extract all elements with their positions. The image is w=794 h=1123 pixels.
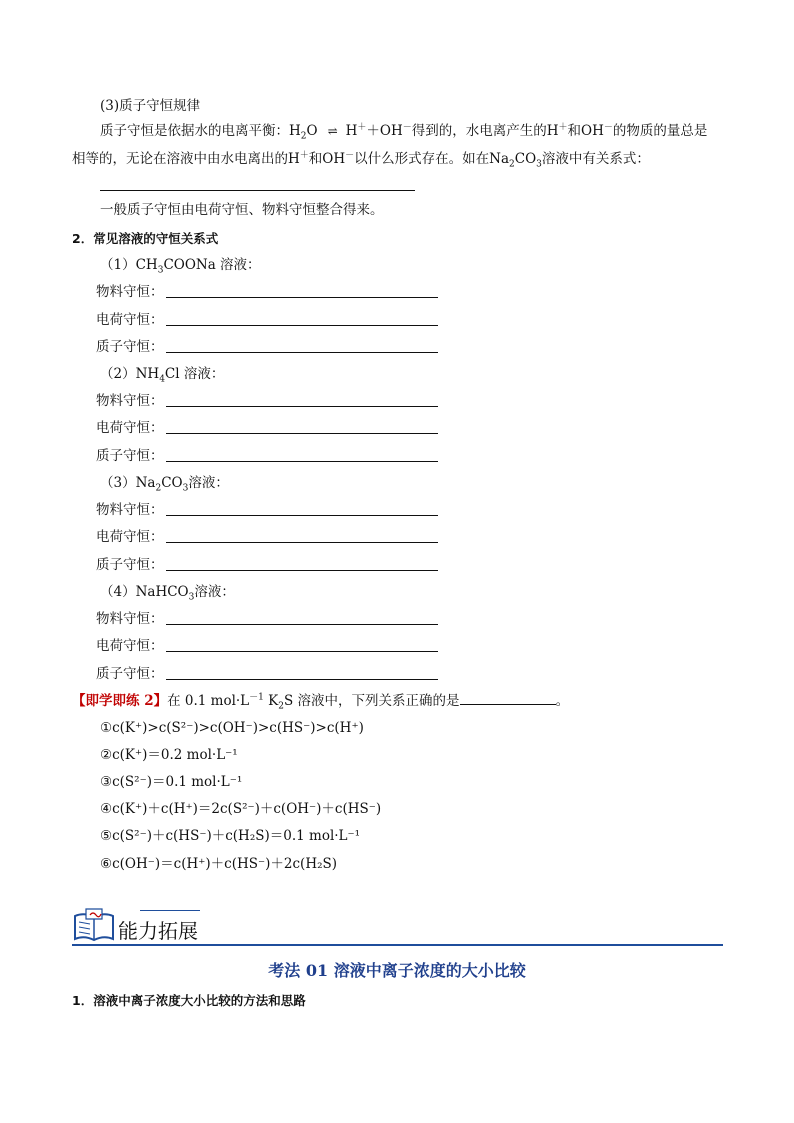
- option-4: ④c(K⁺)＋c(H⁺)＝2c(S²⁻)＋c(OH⁻)＋c(HS⁻): [100, 801, 382, 817]
- section3-heading: (3)质子守恒规律: [100, 98, 201, 114]
- case4-material-blank[interactable]: [166, 624, 438, 625]
- equilibrium-arrow-icon: ⇌: [327, 124, 336, 138]
- case3-charge-label: 电荷守恒：: [96, 529, 164, 545]
- case2-heading: $(2)NH_4Cl$ 溶液：: [100, 366, 225, 385]
- section3-note: 一般质子守恒由电荷守恒、物料守恒整合得来。: [100, 202, 384, 218]
- practice-tag: 【即学即练 2】: [72, 693, 168, 709]
- book-icon: [72, 906, 116, 944]
- case3-heading: $(3)Na_2CO_3$溶液：: [100, 475, 229, 494]
- method-title: 考法 01 溶液中离子浓度的大小比较: [268, 961, 526, 980]
- case4-heading: （4）NaHCO$_3$溶液：: [100, 584, 235, 603]
- case1-charge-blank[interactable]: [166, 325, 438, 326]
- case1-charge-label: 电荷守恒：: [96, 312, 164, 328]
- option-3: ③c(S²⁻)＝0.1 mol·L⁻¹: [100, 774, 243, 790]
- case4-charge-blank[interactable]: [166, 651, 438, 652]
- case1-material-label: 物料守恒：: [96, 284, 164, 300]
- method-item-1: 1．溶液中离子浓度大小比较的方法和思路: [72, 993, 306, 1008]
- answer-blank-proton[interactable]: [100, 190, 415, 191]
- section-divider: [72, 944, 723, 946]
- case2-charge-blank[interactable]: [166, 433, 438, 434]
- case2-proton-label: 质子守恒：: [96, 448, 164, 464]
- option-6: ⑥c(OH⁻)＝c(H⁺)＋c(HS⁻)＋2c(H₂S): [100, 856, 338, 872]
- section-title-overline: [140, 910, 200, 911]
- case2-material-label: 物料守恒：: [96, 393, 164, 409]
- case4-material-label: 物料守恒：: [96, 611, 164, 627]
- case2-material-blank[interactable]: [166, 406, 438, 407]
- section-title: 能力拓展: [118, 919, 198, 943]
- case3-material-blank[interactable]: [166, 515, 438, 516]
- case3-proton-label: 质子守恒：: [96, 557, 164, 573]
- case3-proton-blank[interactable]: [166, 570, 438, 571]
- case4-charge-label: 电荷守恒：: [96, 638, 164, 654]
- case4-proton-blank[interactable]: [166, 679, 438, 680]
- option-5: ⑤c(S²⁻)＋c(HS⁻)＋c(H₂S)＝0.1 mol·L⁻¹: [100, 828, 361, 844]
- case2-charge-label: 电荷守恒：: [96, 420, 164, 436]
- case1-heading: $(1)CH_3COONa$ 溶液：: [100, 257, 261, 276]
- option-2: ②c(K⁺)＝0.2 mol·L⁻¹: [100, 747, 238, 763]
- practice-question: 【即学即练 2】在 0.1 $mol\cdot L^{-1}$ $K_2S$ 溶液中，下列关系正确的是 。: [72, 692, 570, 712]
- section3-paragraph-line2: 相等的，无论在溶液中由水电离出的H＋和OH－以什么形式存在。如在$Na_2CO_3$溶液中有关系式：: [72, 150, 650, 170]
- option-1: ①c(K⁺)>c(S²⁻)>c(OH⁻)>c(HS⁻)>c(H⁺): [100, 720, 364, 736]
- case1-proton-blank[interactable]: [166, 352, 438, 353]
- case1-proton-label: 质子守恒：: [96, 339, 164, 355]
- case4-proton-label: 质子守恒：: [96, 666, 164, 682]
- case1-material-blank[interactable]: [166, 297, 438, 298]
- section3-paragraph-line1: 质子守恒是依据水的电离平衡：$H_2O$ ⇌ H＋＋OH－得到的，水电离产生的H＋和OH－的物质的量总是: [100, 122, 708, 142]
- case3-material-label: 物料守恒：: [96, 502, 164, 518]
- case2-proton-blank[interactable]: [166, 461, 438, 462]
- practice-answer-blank[interactable]: [460, 692, 556, 705]
- case3-charge-blank[interactable]: [166, 542, 438, 543]
- section2-heading: 2．常见溶液的守恒关系式: [72, 231, 219, 246]
